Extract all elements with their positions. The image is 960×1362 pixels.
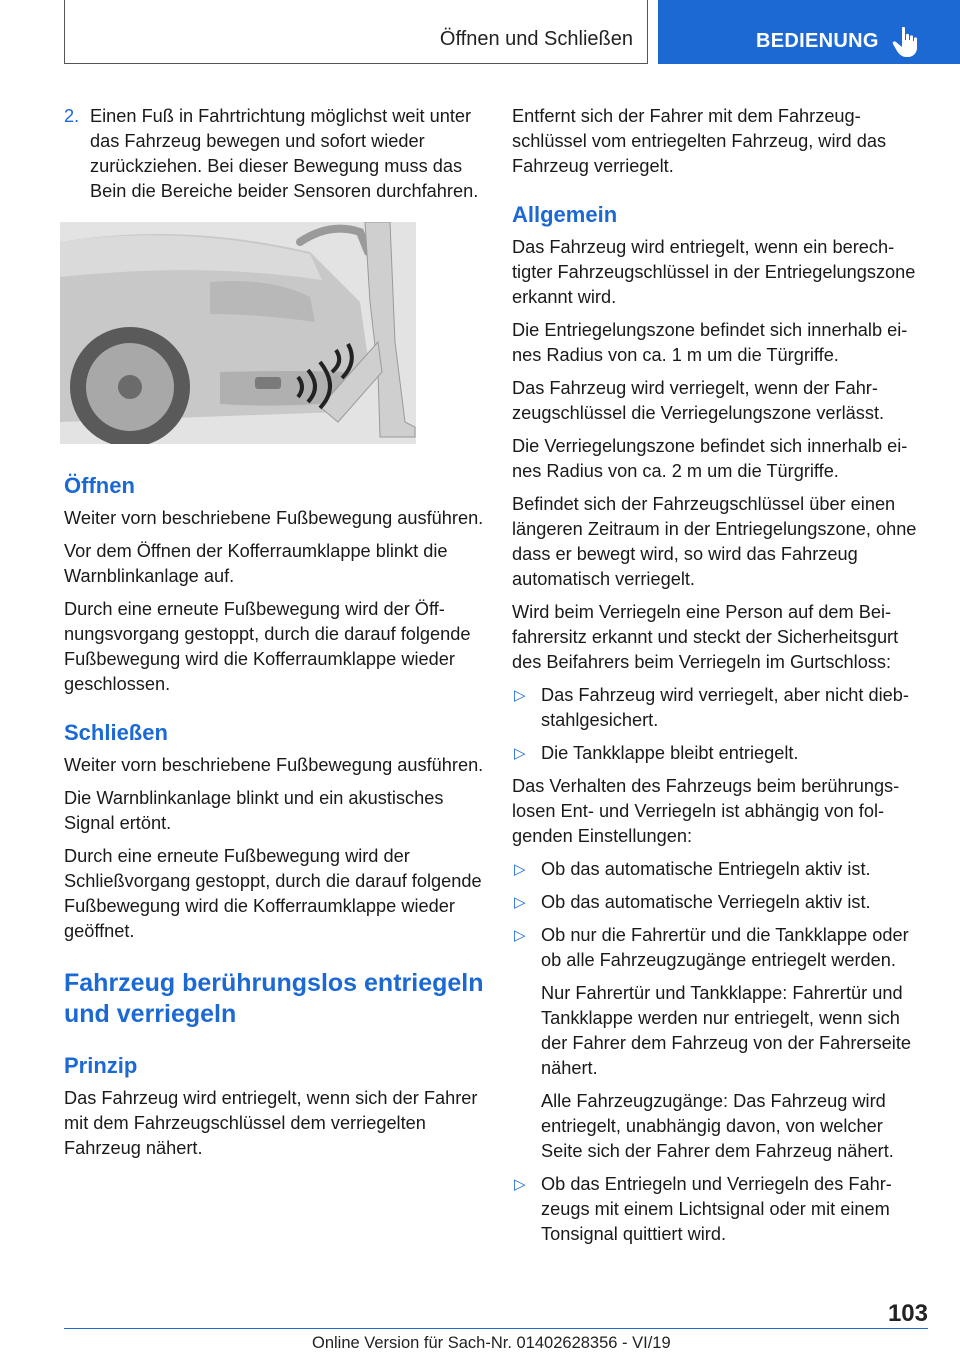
right-column xyxy=(512,104,928,1255)
triangle-bullet-icon: ▷ xyxy=(514,687,526,704)
left-column xyxy=(64,104,484,1169)
step-text: Einen Fuß in Fahrtrichtung möglichst weit unter das Fahrzeug bewegen und sofort wieder zurückziehen. Bei dieser Bewegung muss das Bein die Bereiche beider Sensoren durchfahren. xyxy=(90,106,479,201)
list-item-text: Ob das automatische Entriegeln aktiv ist. xyxy=(541,859,871,879)
step-item xyxy=(64,104,484,204)
paragraph: Die Warnblinkanlage blinkt und ein akustisches Signal ertönt. xyxy=(64,788,444,833)
list-item xyxy=(512,1172,928,1247)
list-item xyxy=(512,683,928,733)
triangle-bullet-icon: ▷ xyxy=(514,861,526,878)
paragraph: Das Fahrzeug wird verriegelt, wenn der Fahrzeugschlüssel die Verriegelungszone verlässt. xyxy=(512,378,885,423)
header-title-box xyxy=(64,0,648,64)
paragraph: Wird beim Verriegeln eine Person auf dem Beifahrersitz erkannt und steckt der Sicherheitsgurt des Beifahrers beim Verriegeln im Gurtschloss: xyxy=(512,602,899,672)
paragraph: Die Verriegelungszone befindet sich innerhalb eines Radius von ca. 2 m um die Türgriffe. xyxy=(512,436,908,481)
footer-divider xyxy=(64,1328,928,1329)
chapter-title: Öffnen und Schließen xyxy=(439,28,633,50)
list-item xyxy=(512,857,928,882)
paragraph: Weiter vorn beschriebene Fußbewegung ausführen. xyxy=(64,508,484,528)
list-item xyxy=(512,741,928,766)
triangle-bullet-icon: ▷ xyxy=(514,745,526,762)
foot-gesture-illustration xyxy=(60,222,416,444)
list-sub-paragraph: Nur Fahrertür und Tankklappe: Fahrertür und Tankklappe werden nur entriegelt, wenn sich der Fahrer dem Fahrzeug von der Fahrerseite nähert. xyxy=(541,983,911,1078)
step-number: 2. xyxy=(64,106,80,126)
triangle-bullet-icon: ▷ xyxy=(514,894,526,911)
list-item-text: Ob nur die Fahrertür und die Tankklappe oder ob alle Fahrzeugzugänge entriegelt werden. xyxy=(541,925,909,970)
list-sub-paragraph: Alle Fahrzeugzugänge: Das Fahrzeug wird entriegelt, unabhängig davon, von welcher Seite sich der Fahrer dem Fahrzeug nähert. xyxy=(541,1091,894,1161)
footer-version-text: Online Version für Sach-Nr. 01402628356 - VI/19 xyxy=(312,1334,671,1352)
heading-oeffnen: Öffnen xyxy=(64,473,135,498)
paragraph: Das Fahrzeug wird entriegelt, wenn sich der Fahrer mit dem Fahrzeugschlüssel dem verriegelten Fahrzeug nähert. xyxy=(64,1088,478,1158)
section-tab[interactable] xyxy=(658,0,960,64)
triangle-bullet-icon: ▷ xyxy=(514,1176,526,1193)
paragraph: Befindet sich der Fahrzeugschlüssel über einen längeren Zeitraum in der Entriegelungszone, ohne dass er bewegt wird, so wird das Fahrzeug automatisch verriegelt. xyxy=(512,494,917,589)
paragraph: Die Entriegelungszone befindet sich innerhalb eines Radius von ca. 1 m um die Türgriffe. xyxy=(512,320,908,365)
list-item-text: Ob das Entriegeln und Verriegeln des Fahrzeugs mit einem Lichtsignal oder mit einem Tonsignal quittiert wird. xyxy=(541,1174,892,1244)
list-item-text: Ob das automatische Verriegeln aktiv ist. xyxy=(541,892,871,912)
paragraph: Weiter vorn beschriebene Fußbewegung ausführen. xyxy=(64,755,484,775)
paragraph: Durch eine erneute Fußbewegung wird der Schließvorgang gestoppt, durch die darauf folgende Fußbewegung wird die Kofferraumklappe wieder geöffnet. xyxy=(64,846,482,941)
triangle-bullet-icon: ▷ xyxy=(514,927,526,944)
list-item xyxy=(512,923,928,973)
heading-schliessen: Schließen xyxy=(64,720,168,745)
section-heading: Fahrzeug berührungslos entriegeln und verriegeln xyxy=(64,969,484,1028)
paragraph: Entfernt sich der Fahrer mit dem Fahrzeugschlüssel vom entriegelten Fahrzeug, wird das Fahrzeug verriegelt. xyxy=(512,106,887,176)
heading-prinzip: Prinzip xyxy=(64,1053,138,1078)
section-tab-label: BEDIENUNG xyxy=(756,30,879,52)
page-number: 103 xyxy=(887,1300,928,1327)
paragraph: Das Fahrzeug wird entriegelt, wenn ein berechtigter Fahrzeugschlüssel in der Entriegelungszone erkannt wird. xyxy=(512,237,916,307)
paragraph: Durch eine erneute Fußbewegung wird der Öffnungsvorgang gestoppt, durch die darauf folgende Fußbewegung wird die Kofferraumklappe wieder geschlossen. xyxy=(64,599,471,694)
list-item-text: Die Tankklappe bleibt entriegelt. xyxy=(541,743,799,763)
list-item xyxy=(512,890,928,915)
list-item-text: Das Fahrzeug wird verriegelt, aber nicht diebstahlgesichert. xyxy=(541,685,909,730)
heading-allgemein: Allgemein xyxy=(512,202,618,227)
hand-pointer-icon xyxy=(892,26,922,58)
paragraph: Das Verhalten des Fahrzeugs beim berührungslosen Ent- und Verriegeln ist abhängig von folgenden Einstellungen: xyxy=(512,776,900,846)
paragraph: Vor dem Öffnen der Kofferraumklappe blinkt die Warnblinkanlage auf. xyxy=(64,541,448,586)
